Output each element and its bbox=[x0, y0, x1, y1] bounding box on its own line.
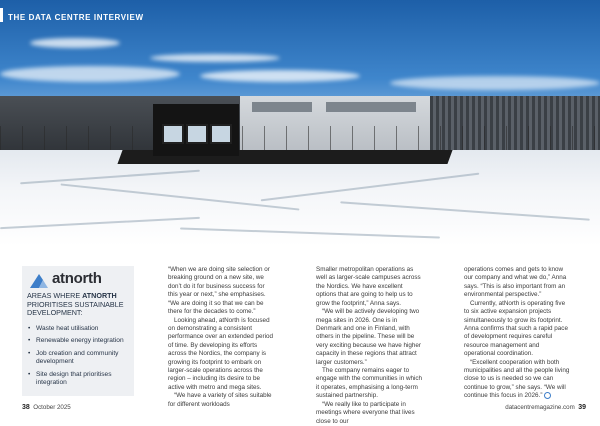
list-item: • Job creation and community development bbox=[27, 350, 133, 367]
article-column-3 bbox=[464, 266, 572, 401]
cloud bbox=[200, 70, 360, 82]
footer-left bbox=[22, 404, 71, 411]
paragraph: “We really like to participate in meetings where everyone that lives close to our bbox=[316, 400, 415, 425]
modular-unit-window bbox=[162, 124, 184, 144]
building-windows bbox=[252, 102, 312, 112]
paragraph: operations comes and gets to know our company and what we do,” Anna says. “This is also important from an environmental perspective.” bbox=[464, 266, 567, 299]
atnorth-logo-icon bbox=[30, 274, 48, 288]
article-column-2 bbox=[316, 266, 424, 426]
section-label: THE DATA CENTRE INTERVIEW bbox=[8, 13, 144, 22]
paragraph bbox=[464, 359, 572, 401]
paragraph: Currently, atNorth is operating five to six active expansion projects simultaneously to grow its footprint. Anna confirms that such a rapid pace of development requires careful resource management and operational coordination. bbox=[464, 299, 568, 358]
sidebar-title: AREAS WHERE ATNORTH PRIORITISES SUSTAINABLE DEVELOPMENT: bbox=[27, 291, 124, 318]
section-marker bbox=[0, 8, 3, 22]
paragraph: Looking ahead, atNorth is focused on demonstrating a consistent performance over an extended period of time. By developing its efforts across the Nordics, the company is growing its footprint to embark on larger-scale operations across the region – including its desire to be active with metro and mega sites. bbox=[168, 316, 274, 391]
cloud bbox=[0, 66, 180, 82]
list-item: • Waste heat utilisation bbox=[27, 325, 133, 333]
closing-text: “Excellent cooperation with both municipalities and all the people living close to us is needed so we can continue to grow,” she says. “We will continue this focus in 2026.” bbox=[464, 358, 570, 400]
brand-name: atnorth bbox=[52, 270, 102, 287]
sidebar-box bbox=[22, 266, 134, 396]
priority-list bbox=[27, 325, 133, 391]
paragraph: “We will be actively developing two mega sites in 2026. One is in Denmark and one in Finland, with others in the pipeline. These will be very exciting because we have higher capacity in these regions that attract larger customers.” bbox=[316, 308, 422, 366]
list-item: • Site design that prioritises integration bbox=[27, 371, 133, 388]
cloud bbox=[150, 54, 280, 62]
end-of-article-icon bbox=[544, 392, 551, 399]
list-item: • Renewable energy integration bbox=[27, 337, 133, 345]
cloud bbox=[390, 76, 600, 90]
site-link[interactable]: datacentremagazine.com bbox=[505, 404, 575, 411]
cloud bbox=[30, 38, 120, 48]
footer-right bbox=[505, 404, 586, 411]
page-number: 38 bbox=[22, 404, 30, 411]
paragraph: “When we are doing site selection or breaking ground on a new site, we don’t do it for business success for this year or next,” she emphasises. “We are doing it so that we can be there for the decades to come.” bbox=[168, 266, 270, 316]
paragraph: Smaller metropolitan operations as well as larger-scale campuses across the Nordics. We have excellent options that are going to help us to grow the footprint,” Anna says. bbox=[316, 266, 421, 307]
modular-unit-window bbox=[186, 124, 208, 144]
building-windows bbox=[326, 102, 416, 112]
issue-date: October 2025 bbox=[33, 404, 71, 411]
page-number: 39 bbox=[578, 404, 586, 411]
paragraph: The company remains eager to engage with the communities in which it operates, emphasising a long-term sustained partnership. bbox=[316, 367, 423, 400]
paragraph: “We have a variety of sites suitable for different workloads bbox=[168, 392, 272, 408]
modular-unit-window bbox=[210, 124, 232, 144]
article-column-1 bbox=[168, 266, 276, 409]
